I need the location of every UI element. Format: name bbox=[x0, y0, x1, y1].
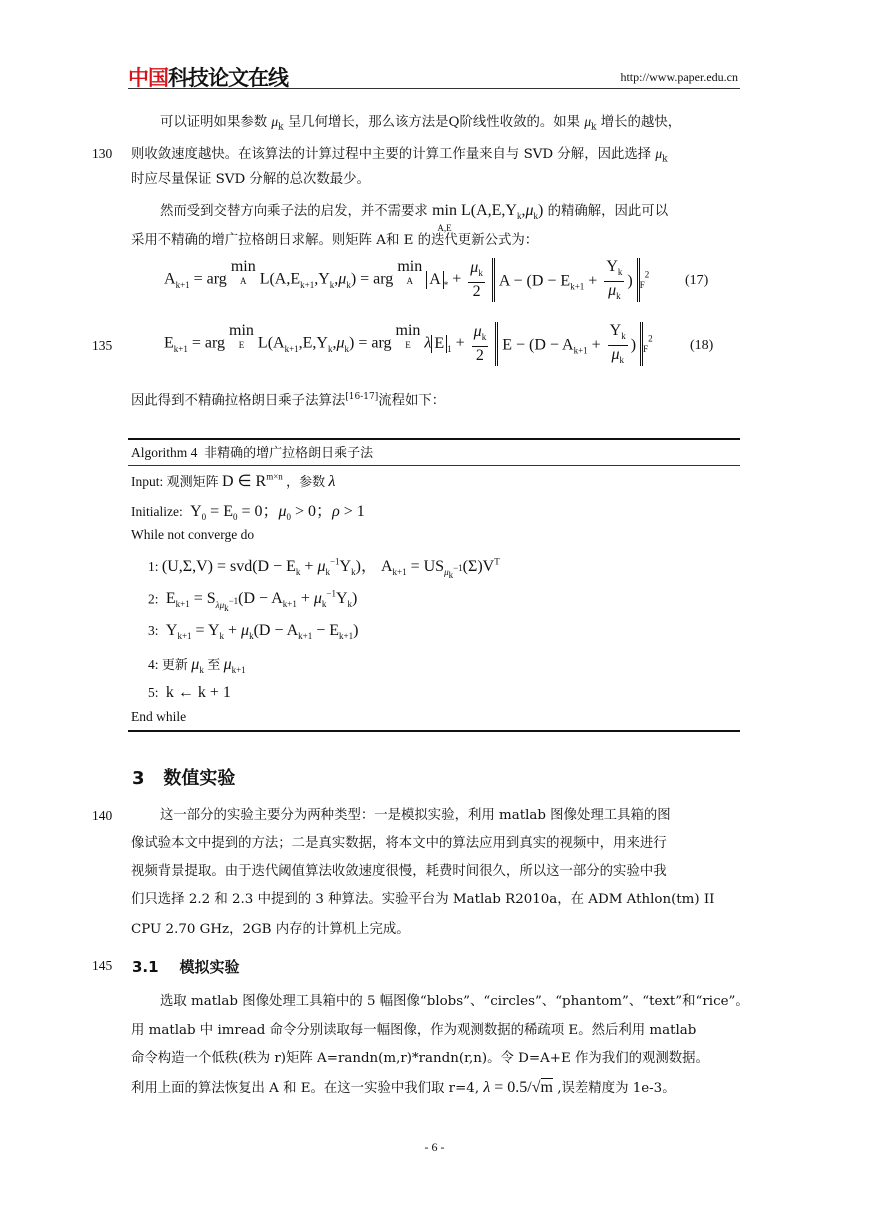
logo-black-text: 科技论文在线 bbox=[168, 66, 288, 90]
text: 至 bbox=[207, 658, 221, 673]
para2-line2: 采用不精确的增广拉格朗日求解。则矩阵 A和 E 的迭代更新公式为： bbox=[131, 233, 539, 248]
para4-line5: CPU 2.70 GHz，2GB 内存的计算机上完成。 bbox=[131, 922, 410, 937]
text: 利用上面的算法恢复出 A 和 E。在这一实验中我们取 r=4, bbox=[131, 1081, 480, 1096]
text: 则收敛速度越快。在该算法的计算过程中主要的计算工作量来自与 SVD 分解，因此选择 bbox=[131, 147, 652, 162]
logo-red-text: 中国 bbox=[128, 66, 168, 90]
algorithm-step-3: 3: $Y_{k+1} = Y_k + \mu_k(D - A_{k+1} - E_{k+1})$ bbox=[148, 622, 359, 642]
text: 观测矩阵 bbox=[166, 475, 219, 490]
para1-line1: 可以证明如果参数 $\mu_k$ 呈几何增长，那么该方法是Q阶线性收敛的。如果 $\mu_k$ 增长的越快， bbox=[160, 114, 682, 133]
line-number-140: 140 bbox=[92, 808, 113, 823]
text: Input: bbox=[131, 474, 164, 489]
para2-line1: 然而受到交替方向乘子法的启发，并不需要求 min A,E $L(A,E,Y_k,\mu_k)$ 的精确解，因此可以 bbox=[160, 202, 669, 233]
para4-line4: 们只选择 2.2 和 2.3 中提到的 3 种算法。实验平台为 Matlab R2010a，在 ADM Athlon(tm) II bbox=[131, 892, 715, 907]
text: 4: bbox=[148, 657, 159, 672]
para1-line3: 时应尽量保证 SVD 分解的总次数最少。 bbox=[131, 172, 370, 187]
text: Algorithm 4 bbox=[131, 445, 198, 460]
algorithm-step-1: 1: $(U,\Sigma,V) = svd(D - E_k + \mu_k^{-1}Y_k)$， $A_{k+1} = US_{\mu_k^{-1}}(\Sigma)V^T$ bbox=[148, 556, 500, 580]
text: 5: bbox=[148, 685, 159, 700]
section-title: 数值实验 bbox=[163, 768, 236, 789]
text: 3: bbox=[148, 623, 159, 638]
algorithm-step-4: 4: 更新 $\mu_k$ 至 $\mu_{k+1}$ bbox=[148, 656, 246, 676]
algorithm-input: Input: 观测矩阵 D ∈ $R^{m\times n}$ ，参数 λ bbox=[131, 471, 336, 490]
header-rule bbox=[128, 88, 740, 89]
algorithm-top-rule bbox=[128, 438, 740, 440]
subsection-title: 模拟实验 bbox=[179, 958, 240, 976]
section-number: 3 bbox=[132, 768, 145, 789]
text: 呈几何增长，那么该方法是Q阶线性收敛的。如果 bbox=[287, 115, 581, 130]
subsection-number: 3.1 bbox=[132, 958, 159, 976]
text: 的精确解，因此可以 bbox=[547, 204, 669, 219]
text: 更新 bbox=[161, 658, 188, 673]
text: 非精确的增广拉格朗日乘子法 bbox=[204, 446, 374, 461]
text: ，参数 bbox=[286, 475, 326, 490]
equation-18: $E_{k+1}$ = arg min E $L(A_{k+1},E,Y_k,\mu_k)$ = arg min E λ E $_1$ + $\frac{\mu_k}{2}$ $E - (D - A_{k+1}$ + $\frac{Y_k}{\mu_k}$ ) $_F^2$ bbox=[164, 322, 653, 366]
para4-line3: 视频背景提取。由于迭代阈值算法收敛速度很慢，耗费时间很久，所以这一部分的实验中我 bbox=[131, 864, 667, 879]
text: Initialize: bbox=[131, 504, 183, 519]
algorithm-end: End while bbox=[131, 709, 187, 724]
para5-line1: 选取 matlab 图像处理工具箱中的 5 幅图像“blobs”、“circles”、“phantom”、“text”和“rice”。 bbox=[160, 994, 749, 1009]
algorithm-while: While not converge do bbox=[131, 527, 255, 542]
site-logo bbox=[128, 62, 288, 88]
para5-line3: 命令构造一个低秩(秩为 r)矩阵 A=randn(m,r)*randn(r,n)。令 D=A+E 作为我们的观测数据。 bbox=[131, 1051, 709, 1066]
algorithm-bottom-rule bbox=[128, 730, 740, 732]
algorithm-step-5: 5: k ← k + 1 bbox=[148, 684, 231, 701]
equation-17-number: (17) bbox=[685, 273, 709, 288]
line-number-145: 145 bbox=[92, 958, 113, 973]
para4-line2: 像试验本文中提到的方法；二是真实数据，将本文中的算法应用到真实的视频中，用来进行 bbox=[131, 836, 667, 851]
line-number-135: 135 bbox=[92, 338, 113, 353]
line-number-130: 130 bbox=[92, 146, 113, 161]
algorithm-title-rule bbox=[128, 465, 740, 466]
citation[interactable]: [16-17] bbox=[345, 392, 379, 402]
header-url[interactable]: http://www.paper.edu.cn bbox=[620, 70, 738, 84]
text: 2: bbox=[148, 591, 159, 607]
subsection-heading-3-1 bbox=[132, 956, 239, 977]
para4-line1: 这一部分的实验主要分为两种类型：一是模拟实验，利用 matlab 图像处理工具箱的图 bbox=[160, 808, 671, 823]
section-heading-3 bbox=[132, 764, 235, 790]
text: 增长的越快， bbox=[600, 115, 682, 130]
para1-line2: 则收敛速度越快。在该算法的计算过程中主要的计算工作量来自与 SVD 分解，因此选择 $\mu_k$ bbox=[131, 146, 668, 165]
algorithm-step-2: 2: $E_{k+1} = S_{\lambda\mu_k^{-1}}(D - A_{k+1} + \mu_k^{-1}Y_k)$ bbox=[148, 589, 358, 613]
page-number: - 6 - bbox=[424, 1140, 445, 1154]
text: 1: bbox=[148, 559, 159, 574]
para5-line2: 用 matlab 中 imread 命令分别读取每一幅图像，作为观测数据的稀疏项 E。然后利用 matlab bbox=[131, 1023, 697, 1038]
text: 因此得到不精确拉格朗日乘子法算法 bbox=[131, 393, 346, 409]
algorithm-title bbox=[131, 442, 373, 461]
para5-line4: 利用上面的算法恢复出 A 和 E。在这一实验中我们取 r=4, λ = 0.5/√m ,误差精度为 1e-3。 bbox=[131, 1079, 676, 1096]
algorithm-initialize: Initialize: $Y_0 = E_0 = 0$；$\mu_0 > 0$；ρ > 1 bbox=[131, 503, 365, 523]
text: 然而受到交替方向乘子法的启发，并不需要求 bbox=[160, 204, 428, 219]
para3 bbox=[131, 385, 445, 413]
equation-17: $A_{k+1}$ = arg min A $L(A,E_{k+1},Y_k,\mu_k)$ = arg min A A $_*$ + $\frac{\mu_k}{2}$ $A - (D - E_{k+1}$ + $\frac{Y_k}{\mu_k}$ ) $_F^2$ bbox=[164, 258, 650, 302]
text: ,误差精度为 1e-3。 bbox=[557, 1081, 676, 1096]
text: 可以证明如果参数 bbox=[160, 115, 268, 130]
equation-18-number: (18) bbox=[690, 338, 714, 353]
text: 流程如下： bbox=[378, 393, 446, 409]
